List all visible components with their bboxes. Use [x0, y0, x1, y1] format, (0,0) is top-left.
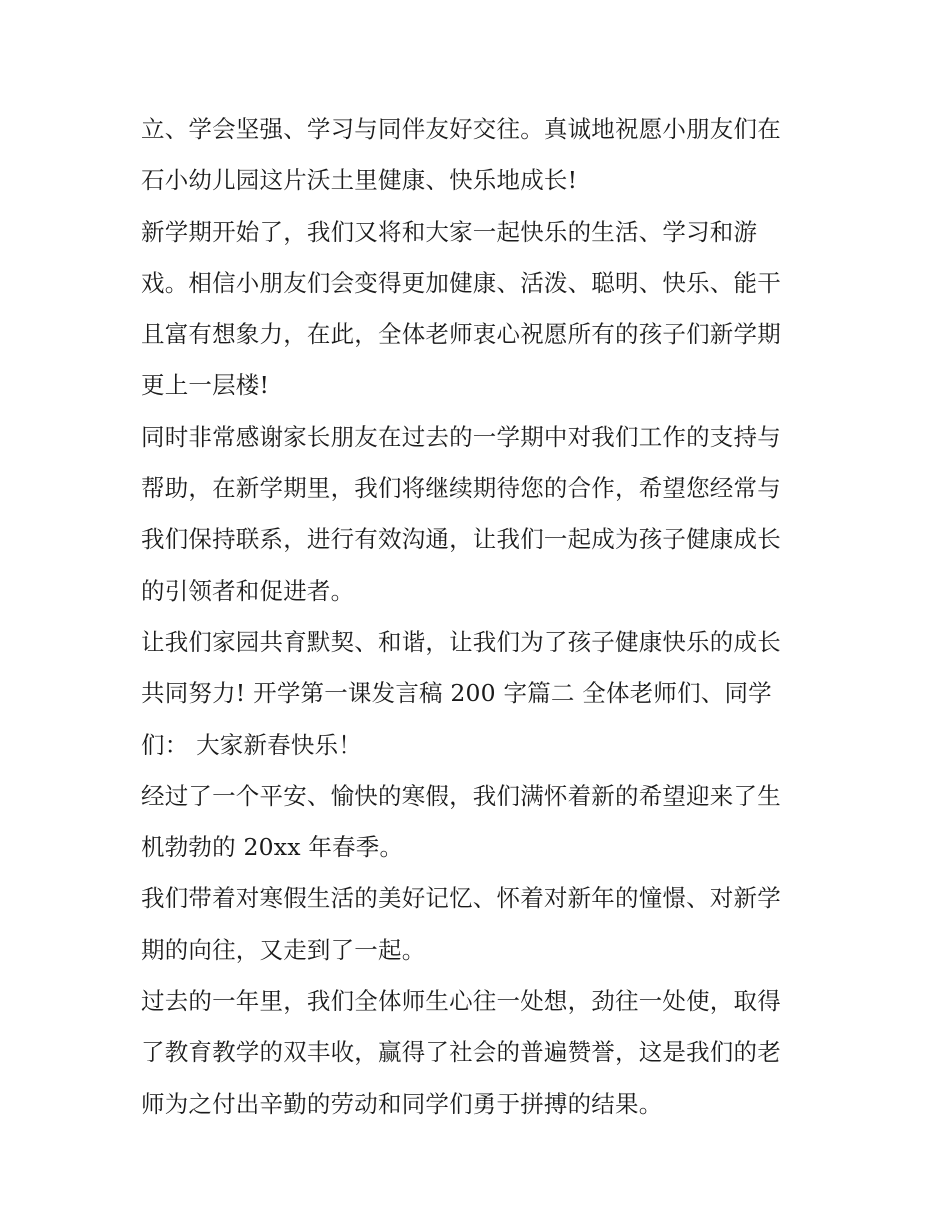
text-line: 机勃勃的 20xx 年春季。: [141, 833, 404, 862]
text-line: 们： 大家新春快乐！: [141, 730, 362, 759]
text-line: 同时非常感谢家长朋友在过去的一学期中对我们工作的支持与: [141, 422, 781, 451]
text-line: 立、学会坚强、学习与同伴友好交往。真诚地祝愿小朋友们在: [141, 115, 781, 143]
text-line: 新学期开始了，我们又将和大家一起快乐的生活、学习和游: [141, 217, 758, 246]
text-line: 我们带着对寒假生活的美好记忆、怀着对新年的憧憬、对新学: [141, 884, 781, 913]
text-line: 戏。相信小朋友们会变得更加健康、活泼、聪明、快乐、能干: [141, 268, 781, 297]
text-line: 且富有想象力，在此，全体老师衷心祝愿所有的孩子们新学期: [141, 320, 781, 349]
text-line: 帮助，在新学期里，我们将继续期待您的合作，希望您经常与: [141, 474, 781, 503]
text-line: 了教育教学的双丰收，赢得了社会的普遍赞誉，这是我们的老: [141, 1038, 781, 1067]
document-body: [141, 104, 821, 1130]
text-line: 我们保持联系，进行有效沟通，让我们一起成为孩子健康成长: [141, 525, 781, 554]
text-line: 石小幼儿园这片沃土里健康、快乐地成长!: [141, 166, 578, 195]
text-line: 共同努力! 开学第一课发言稿 200 字篇二 全体老师们、同学: [141, 679, 772, 708]
text-line: 期的向往，又走到了一起。: [141, 935, 426, 964]
text-line: 更上一层楼!: [141, 371, 270, 400]
text-line: 的引领者和促进者。: [141, 576, 355, 605]
text-line: 师为之付出辛勤的劳动和同学们勇于拼搏的结果。: [141, 1089, 663, 1118]
text-line: 经过了一个平安、愉快的寒假，我们满怀着新的希望迎来了生: [141, 781, 781, 810]
text-line: 过去的一年里，我们全体师生心往一处想，劲往一处使，取得: [141, 987, 781, 1016]
text-line: 让我们家园共育默契、和谐，让我们为了孩子健康快乐的成长: [141, 627, 781, 656]
